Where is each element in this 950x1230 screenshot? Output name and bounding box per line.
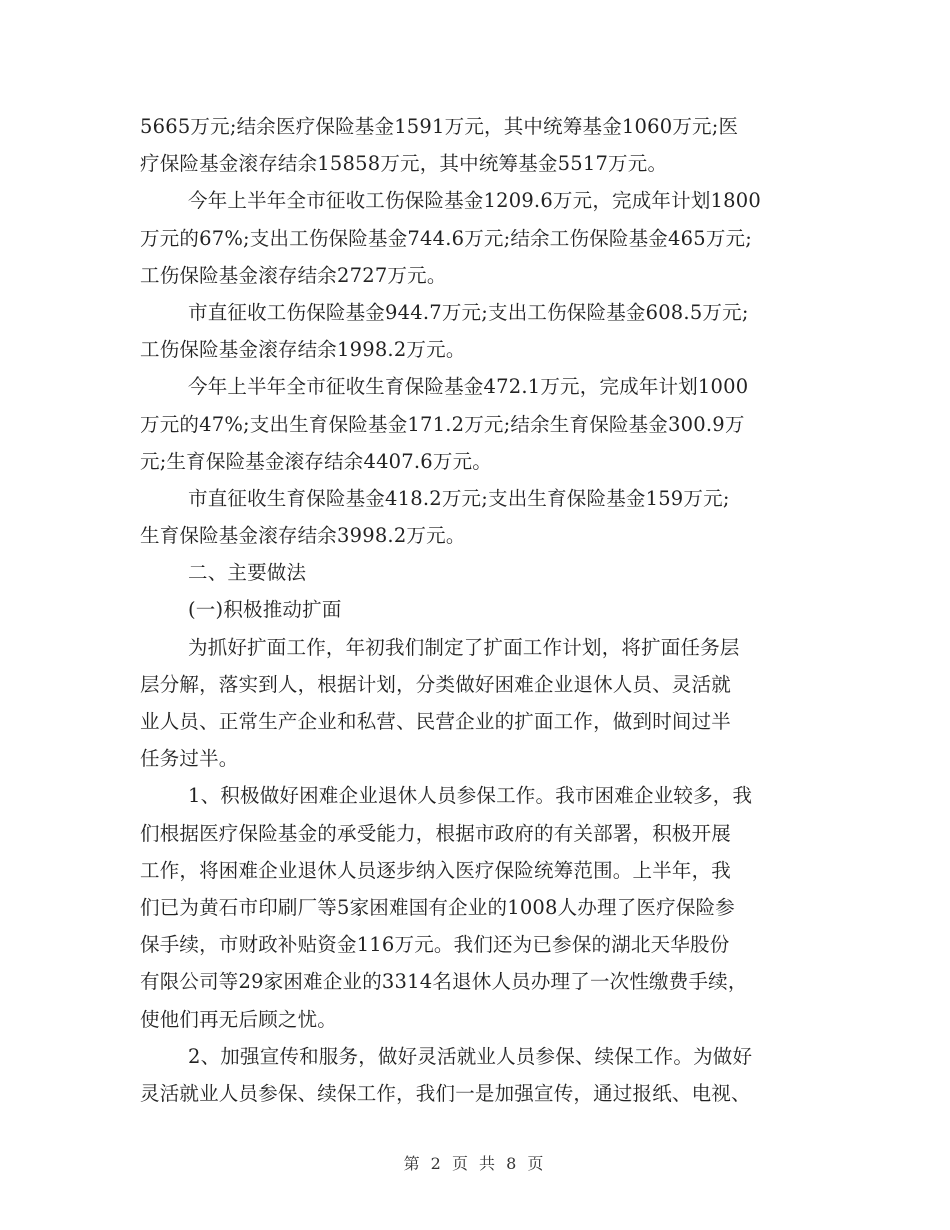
text-line: 使他们再无后顾之忧。 xyxy=(140,1007,338,1031)
text-line: 灵活就业人员参保、续保工作，我们一是加强宣传，通过报纸、电视、 xyxy=(140,1081,751,1105)
subsection-heading: (一)积极推动扩面 xyxy=(188,598,342,622)
text-line: 为抓好扩面工作，年初我们制定了扩面工作计划，将扩面任务层 xyxy=(188,635,740,659)
section-heading: 二、主要做法 xyxy=(188,561,307,585)
text-line: 工作，将困难企业退休人员逐步纳入医疗保险统筹范围。上半年，我 xyxy=(140,858,732,882)
text-line: 市直征收工伤保险基金944.7万元;支出工伤保险基金608.5万元; xyxy=(188,300,749,324)
text-line: 层分解，落实到人，根据计划，分类做好困难企业退休人员、灵活就 xyxy=(140,672,732,696)
text-line: 2、加强宣传和服务，做好灵活就业人员参保、续保工作。为做好 xyxy=(188,1044,753,1068)
text-line: 万元的67%;支出工伤保险基金744.6万元;结余工伤保险基金465万元; xyxy=(140,226,752,250)
text-line: 今年上半年全市征收工伤保险基金1209.6万元，完成年计划1800 xyxy=(188,189,761,213)
text-line: 今年上半年全市征收生育保险基金472.1万元，完成年计划1000 xyxy=(188,375,749,399)
text-line: 有限公司等29家困难企业的3314名退休人员办理了一次性缴费手续， xyxy=(140,970,748,994)
text-line: 生育保险基金滚存结余3998.2万元。 xyxy=(140,524,466,548)
text-line: 元;生育保险基金滚存结余4407.6万元。 xyxy=(140,449,493,473)
text-line: 们根据医疗保险基金的承受能力，根据市政府的有关部署，积极开展 xyxy=(140,821,732,845)
text-line: 工伤保险基金滚存结余1998.2万元。 xyxy=(140,338,466,362)
text-line: 业人员、正常生产企业和私营、民营企业的扩面工作，做到时间过半 xyxy=(140,710,732,733)
text-line: 万元的47%;支出生育保险基金171.2万元;结余生育保险基金300.9万 xyxy=(140,412,745,436)
text-line: 5665万元;结余医疗保险基金1591万元，其中统筹基金1060万元;医 xyxy=(140,115,739,138)
text-line: 保手续，市财政补贴资金116万元。我们还为已参保的湖北天华股份 xyxy=(140,933,730,957)
page-number-footer: 第 2 页 共 8 页 xyxy=(403,1154,547,1173)
text-line: 们已为黄石市印刷厂等5家困难国有企业的1008人办理了医疗保险参 xyxy=(140,895,735,919)
text-line: 疗保险基金滚存结余15858万元，其中统筹基金5517万元。 xyxy=(140,152,668,176)
text-line: 任务过半。 xyxy=(140,747,239,771)
text-line: 市直征收生育保险基金418.2万元;支出生育保险基金159万元; xyxy=(188,486,730,510)
text-line: 1、积极做好困难企业退休人员参保工作。我市困难企业较多，我 xyxy=(188,784,753,808)
text-line: 工伤保险基金滚存结余2727万元。 xyxy=(140,263,447,287)
document-body xyxy=(140,108,812,1112)
